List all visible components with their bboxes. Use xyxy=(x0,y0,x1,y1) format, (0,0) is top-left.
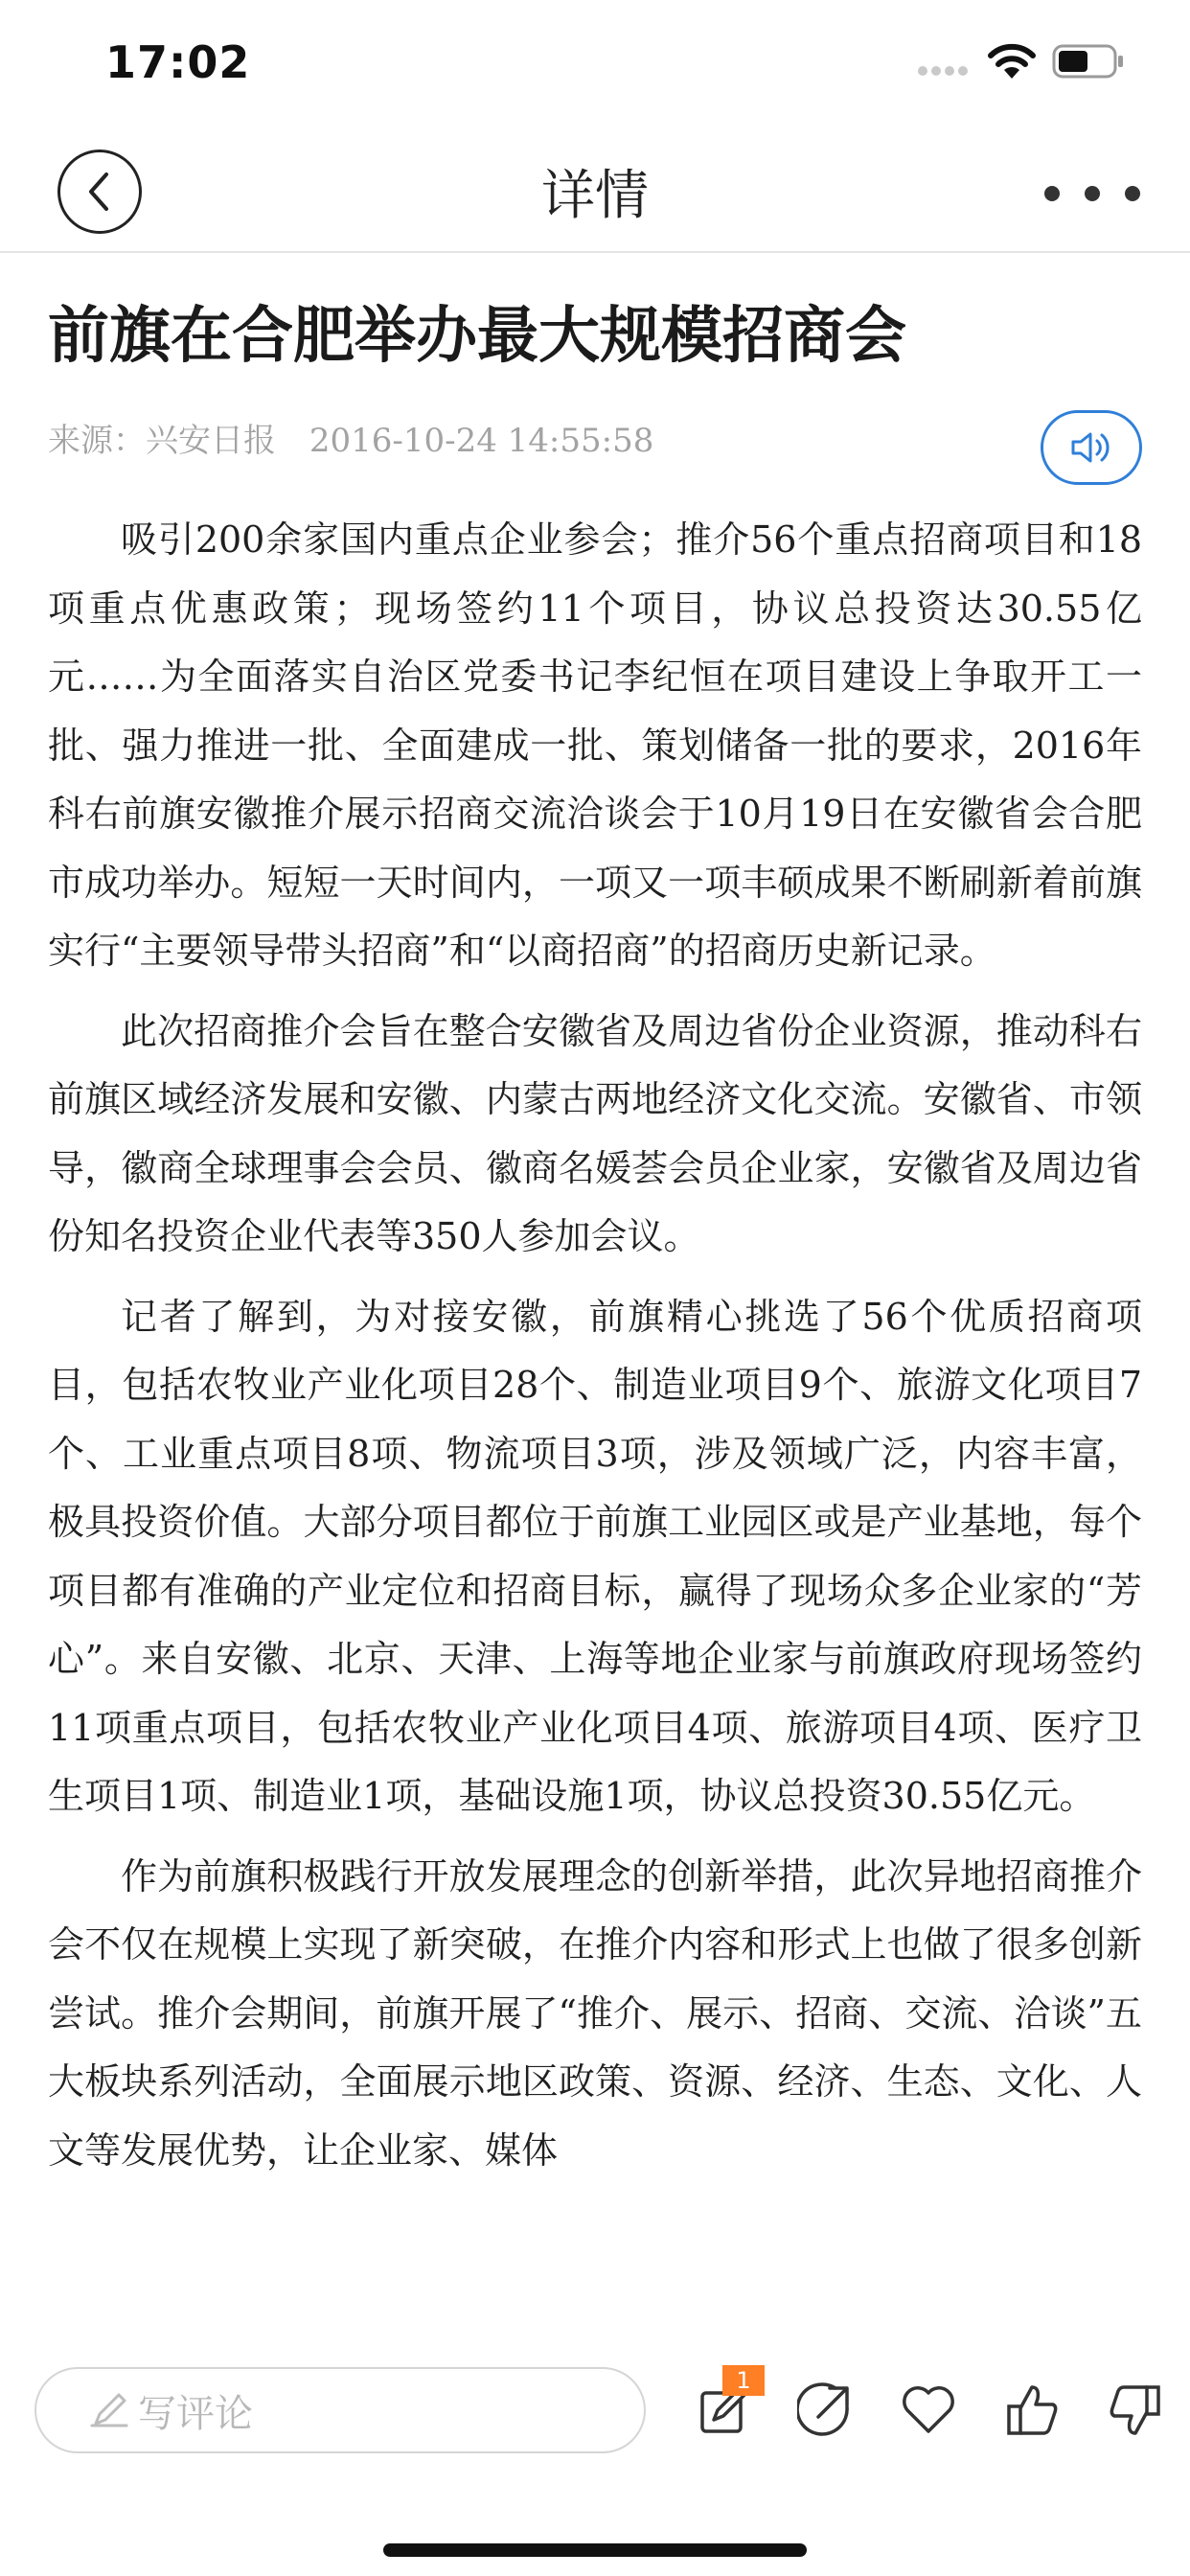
dislike-button[interactable] xyxy=(1102,2377,1169,2444)
comment-placeholder: 写评论 xyxy=(138,2391,253,2436)
wifi-icon xyxy=(987,40,1037,80)
navigation-bar xyxy=(0,134,1190,253)
listen-audio-button[interactable] xyxy=(1041,410,1142,485)
article-paragraph: 作为前旗积极践行开放发展理念的创新举措，此次异地招商推介会不仅在规模上实现了新突破，在推介内容和形式上也做了很多创新尝试。推介会期间，前旗开展了“推介、展示、招商、交流、洽谈”五大板块系列活动，全面展示地区政策、资源、经济、生态、文化、人文等发展优势，让企业家、媒体 xyxy=(48,1854,1142,2172)
page-title: 详情 xyxy=(541,165,649,227)
pencil-icon xyxy=(88,2391,130,2429)
more-dot-icon xyxy=(1044,186,1060,201)
article-paragraph: 吸引200余家国内重点企业参会；推介56个重点招商项目和18项重点优惠政策；现场签约11个项目，协议总投资达30.55亿元……为全面落实自治区党委书记李纪恒在项目建设上争取开工一批、强力推进一批、全面建成一批、策划储备一批的要求，2016年科右前旗安徽推介展示招商交流洽谈会于10月19日在安徽省会合肥市成功举办。短短一天时间内，一项又一项丰硕成果不断刷新着前旗实行“主要领导带头招商”和“以商招商”的招商历史新记录。 xyxy=(48,518,1142,972)
article-paragraph: 此次招商推介会旨在整合安徽省及周边省份企业资源，推动科右前旗区域经济发展和安徽、内蒙古两地经济文化交流。安徽省、市领导，徽商全球理事会会员、徽商名媛荟会员企业家，安徽省及周边省份知名投资企业代表等350人参加会议。 xyxy=(48,1009,1142,1257)
status-time: 17:02 xyxy=(105,36,251,88)
article-datetime: 2016-10-24 14:55:58 xyxy=(309,422,654,460)
comment-count-badge: 1 xyxy=(722,2365,765,2396)
battery-icon xyxy=(1052,42,1125,80)
article-paragraph: 记者了解到，为对接安徽，前旗精心挑选了56个优质招商项目，包括农牧业产业化项目28个、制造业项目9个、旅游文化项目7个、工业重点项目8项、物流项目3项，涉及领域广泛，内容丰富，极具投资价值。大部分项目都位于前旗工业园区或是产业基地，每个项目都有准确的产业定位和招商目标，赢得了现场众多企业家的“芳心”。来自安徽、北京、天津、上海等地企业家与前旗政府现场签约11项重点项目，包括农牧业产业化项目4项、旅游项目4项、医疗卫生项目1项、制造业1项，基础设施1项，协议总投资30.55亿元。 xyxy=(48,1295,1142,1817)
article-body xyxy=(48,506,1142,2327)
thumbs-down-icon xyxy=(1107,2381,1164,2439)
comments-button[interactable] xyxy=(690,2367,757,2444)
article-meta xyxy=(48,414,653,461)
article-source: 来源：兴安日报 xyxy=(48,422,276,460)
bottom-action-bar xyxy=(0,2338,1190,2576)
speaker-icon xyxy=(1067,428,1115,467)
share-icon xyxy=(797,2382,853,2438)
more-dot-icon xyxy=(1125,186,1140,201)
more-options-button[interactable] xyxy=(1044,176,1140,211)
share-button[interactable] xyxy=(791,2377,858,2444)
like-button[interactable] xyxy=(998,2377,1065,2444)
thumbs-up-icon xyxy=(1003,2381,1061,2439)
status-bar xyxy=(0,0,1190,126)
favorite-button[interactable] xyxy=(895,2377,962,2444)
heart-icon xyxy=(900,2383,957,2437)
article-title: 前旗在合肥举办最大规模招商会 xyxy=(48,301,906,372)
more-dot-icon xyxy=(1085,186,1100,201)
comment-input[interactable] xyxy=(34,2367,646,2453)
cellular-signal-icon xyxy=(918,61,973,75)
home-indicator xyxy=(383,2543,807,2557)
